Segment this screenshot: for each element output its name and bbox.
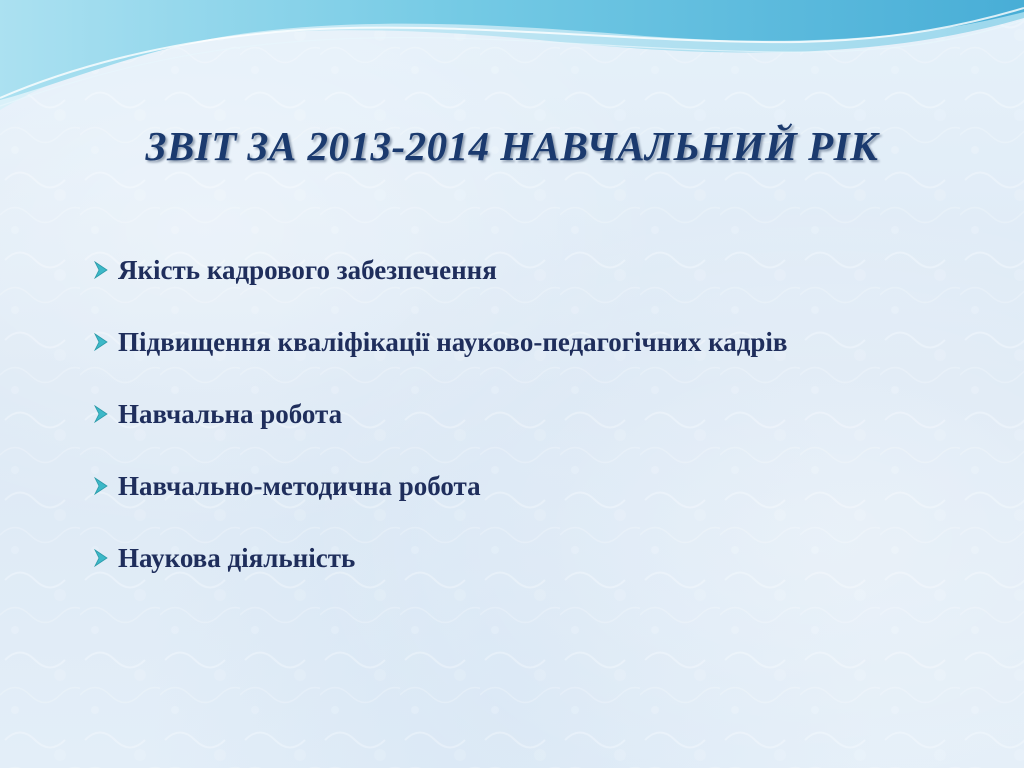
bullet-item — [88, 528, 948, 588]
arrow-bullet-icon — [90, 528, 112, 588]
arrow-bullet-icon — [90, 240, 112, 300]
slide-title: ЗВІТ ЗА 2013-2014 НАВЧАЛЬНИЙ РІК — [145, 123, 879, 169]
bullet-item — [88, 240, 948, 300]
bullet-text: Наукова діяльність — [118, 543, 356, 573]
header-wave-decoration — [0, 0, 1024, 130]
bullet-text: Підвищення кваліфікації науково-педагогічних кадрів — [118, 327, 788, 357]
arrow-bullet-icon — [90, 456, 112, 516]
bullet-item — [88, 312, 948, 372]
bullet-text: Якість кадрового забезпечення — [118, 255, 497, 285]
bullet-list — [88, 240, 948, 600]
bullet-text: Навчальна робота — [118, 399, 343, 429]
arrow-bullet-icon — [90, 312, 112, 372]
bullet-item — [88, 456, 948, 516]
arrow-bullet-icon — [90, 384, 112, 444]
bullet-item — [88, 384, 948, 444]
bullet-text: Навчально-методична робота — [118, 471, 481, 501]
